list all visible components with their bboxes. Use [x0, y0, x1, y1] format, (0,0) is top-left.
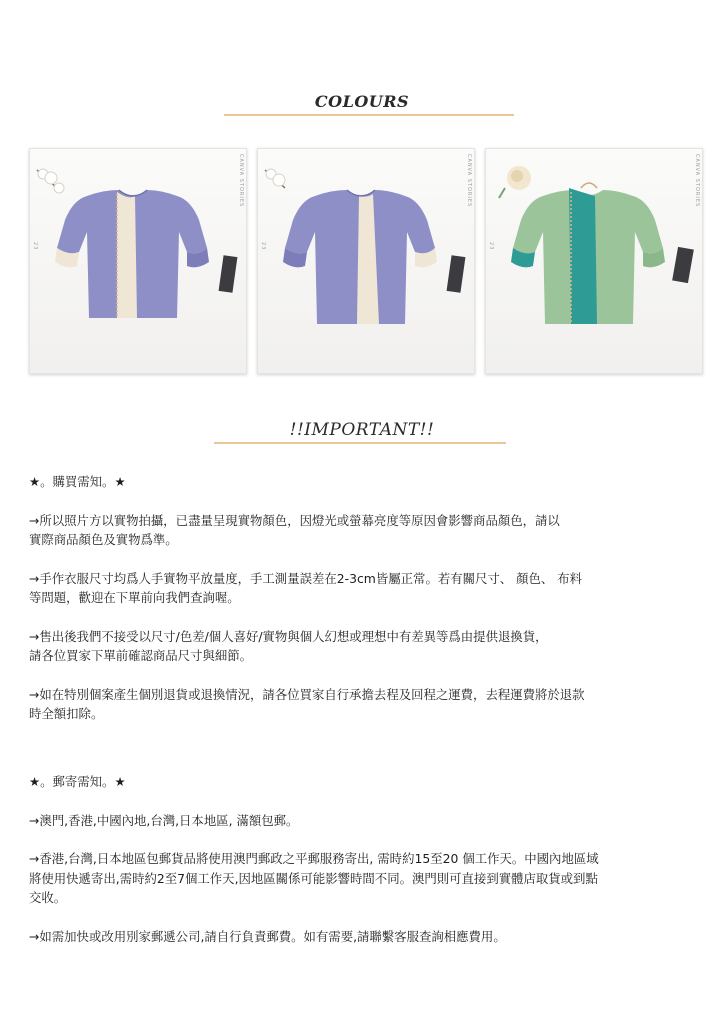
photo-side-label: CANVA STORIES — [466, 154, 472, 208]
photo-side-label: CANVA STORIES — [238, 154, 244, 208]
purchase-note-3: →售出後我們不接受以尺寸/色差/個人喜好/實物與個人幻想或理想中有差異等爲由提供退換貨， 請各位買家下單前確認商品尺寸與細節。 — [29, 628, 548, 663]
photo-number-label: 23 — [260, 242, 266, 251]
shirt-lilac-cream-illustration — [29, 148, 247, 374]
shipping-heading: ★。郵寄需知。★ — [29, 774, 126, 789]
purchase-note-2: →手作衣服尺寸均爲人手實物平放量度，手工測量誤差在2-3cm皆屬正常。若有關尺寸、 顏色、 布料 等問題，歡迎在下單前向我們查詢喔。 — [29, 570, 583, 605]
product-photo-lilac-cream-center[interactable] — [257, 148, 475, 374]
important-underline — [214, 442, 506, 444]
purchase-notes-section — [29, 472, 679, 724]
purchase-note-4: →如在特別個案產生個別退貨或退換情況，請各位買家自行承擔去程及回程之運費，去程運費將於退款 時全額扣除。 — [29, 686, 585, 721]
shipping-note-2: →香港,台灣,日本地區包郵貨品將使用澳門郵政之平郵服務寄出, 需時約15至20 個工作天。中國內地區域 將使用快遞寄出,需時約2至7個工作天,因地區關係可能影響時間不同。澳門則可直接到實體店取貨或到點 交收。 — [29, 851, 599, 905]
product-photo-lilac-cream[interactable] — [29, 148, 247, 374]
important-heading: !!IMPORTANT!! — [289, 420, 435, 440]
photo-number-label: 23 — [32, 242, 38, 251]
shipping-note-1: →澳門,香港,中國內地,台灣,日本地區, 滿額包郵。 — [29, 812, 299, 828]
purchase-heading: ★。購買需知。★ — [29, 474, 126, 489]
colours-underline — [224, 114, 514, 116]
colours-heading: COLOURS — [314, 92, 410, 111]
shipping-note-3: →如需加快或改用別家郵遞公司,請自行負責郵費。如有需要,請聯繫客服查詢相應費用。 — [29, 928, 506, 944]
shipping-notes-section — [29, 772, 679, 946]
purchase-note-1: →所以照片方以實物拍攝，已盡量呈現實物顏色，因燈光或螢幕亮度等原因會影響商品顏色，請以 實際商品顏色及實物爲準。 — [29, 512, 560, 547]
shirt-sage-teal-illustration — [485, 148, 703, 374]
product-photo-sage-teal[interactable] — [485, 148, 703, 374]
photo-number-label: 23 — [488, 242, 494, 251]
shirt-lilac-center-illustration — [257, 148, 475, 374]
photo-side-label: CANVA STORIES — [694, 154, 700, 208]
